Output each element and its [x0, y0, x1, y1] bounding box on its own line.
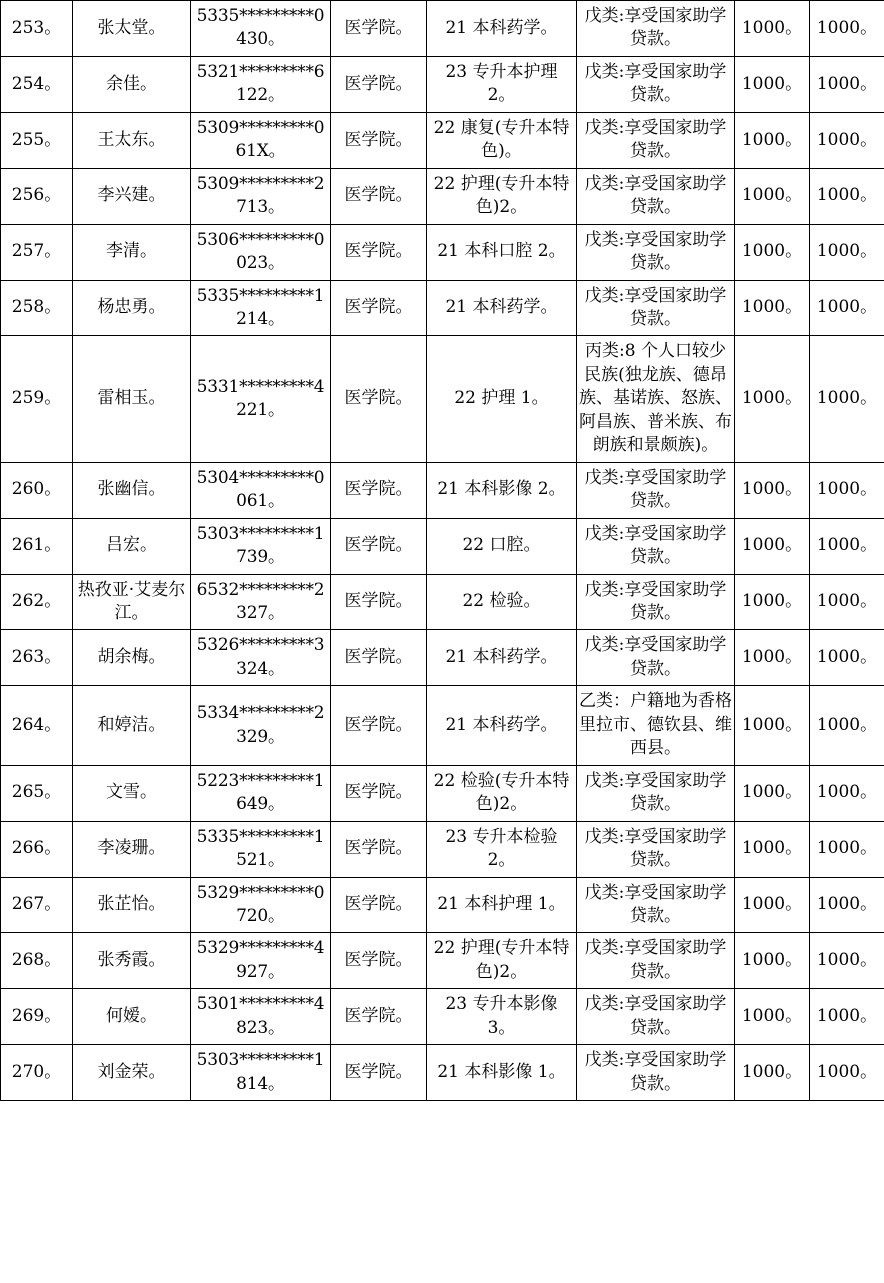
cell-name: 李清。	[73, 224, 191, 280]
cell-index: 261。	[1, 518, 73, 574]
cell-amount-2: 1000。	[810, 168, 884, 224]
table-row	[1, 336, 884, 462]
cell-amount-2: 1000。	[810, 56, 884, 112]
cell-subsidy-type: 戊类:享受国家助学贷款。	[577, 630, 735, 686]
cell-name: 张芷怡。	[73, 877, 191, 933]
cell-amount-2: 1000。	[810, 462, 884, 518]
cell-name: 王太东。	[73, 112, 191, 168]
cell-id-number: 5335*********1214。	[191, 280, 331, 336]
table-body	[1, 1, 884, 1101]
cell-major-class: 21 本科护理 1。	[427, 877, 577, 933]
cell-subsidy-type: 丙类:8 个人口较少民族(独龙族、德昂族、基诺族、怒族、阿昌族、普米族、布朗族和景颇族)。	[577, 336, 735, 462]
cell-major-class: 22 检验(专升本特色)2。	[427, 765, 577, 821]
cell-department: 医学院。	[331, 518, 427, 574]
cell-subsidy-type: 戊类:享受国家助学贷款。	[577, 462, 735, 518]
cell-index: 258。	[1, 280, 73, 336]
cell-amount-1: 1000。	[735, 112, 810, 168]
cell-major-class: 22 口腔。	[427, 518, 577, 574]
table-row	[1, 821, 884, 877]
cell-major-class: 21 本科药学。	[427, 686, 577, 765]
cell-amount-1: 1000。	[735, 56, 810, 112]
table-row	[1, 224, 884, 280]
cell-index: 267。	[1, 877, 73, 933]
cell-department: 医学院。	[331, 686, 427, 765]
cell-amount-1: 1000。	[735, 877, 810, 933]
cell-major-class: 22 护理 1。	[427, 336, 577, 462]
table-row	[1, 989, 884, 1045]
cell-subsidy-type: 乙类：户籍地为香格里拉市、德钦县、维西县。	[577, 686, 735, 765]
cell-amount-1: 1000。	[735, 765, 810, 821]
cell-subsidy-type: 戊类:享受国家助学贷款。	[577, 168, 735, 224]
cell-major-class: 21 本科影像 1。	[427, 1045, 577, 1101]
cell-index: 263。	[1, 630, 73, 686]
cell-major-class: 22 护理(专升本特色)2。	[427, 168, 577, 224]
cell-id-number: 5309*********061X。	[191, 112, 331, 168]
cell-amount-1: 1000。	[735, 821, 810, 877]
cell-subsidy-type: 戊类:享受国家助学贷款。	[577, 280, 735, 336]
cell-id-number: 5331*********4221。	[191, 336, 331, 462]
cell-amount-2: 1000。	[810, 630, 884, 686]
cell-index: 270。	[1, 1045, 73, 1101]
cell-major-class: 21 本科药学。	[427, 630, 577, 686]
cell-name: 何嫒。	[73, 989, 191, 1045]
cell-id-number: 5301*********4823。	[191, 989, 331, 1045]
cell-amount-2: 1000。	[810, 1045, 884, 1101]
cell-department: 医学院。	[331, 462, 427, 518]
cell-department: 医学院。	[331, 168, 427, 224]
cell-name: 胡余梅。	[73, 630, 191, 686]
cell-amount-2: 1000。	[810, 686, 884, 765]
cell-id-number: 5334*********2329。	[191, 686, 331, 765]
cell-amount-1: 1000。	[735, 280, 810, 336]
cell-index: 259。	[1, 336, 73, 462]
cell-id-number: 5303*********1814。	[191, 1045, 331, 1101]
cell-name: 杨忠勇。	[73, 280, 191, 336]
cell-index: 257。	[1, 224, 73, 280]
cell-amount-2: 1000。	[810, 224, 884, 280]
cell-name: 张秀霞。	[73, 933, 191, 989]
cell-department: 医学院。	[331, 224, 427, 280]
cell-amount-2: 1000。	[810, 518, 884, 574]
cell-department: 医学院。	[331, 112, 427, 168]
cell-subsidy-type: 戊类:享受国家助学贷款。	[577, 224, 735, 280]
cell-name: 热孜亚·艾麦尔江。	[73, 574, 191, 630]
cell-id-number: 5326*********3324。	[191, 630, 331, 686]
cell-id-number: 5306*********0023。	[191, 224, 331, 280]
cell-department: 医学院。	[331, 574, 427, 630]
cell-index: 265。	[1, 765, 73, 821]
table-row	[1, 518, 884, 574]
cell-subsidy-type: 戊类:享受国家助学贷款。	[577, 821, 735, 877]
cell-id-number: 5304*********0061。	[191, 462, 331, 518]
cell-name: 和婷洁。	[73, 686, 191, 765]
table-row	[1, 877, 884, 933]
cell-major-class: 22 检验。	[427, 574, 577, 630]
cell-subsidy-type: 戊类:享受国家助学贷款。	[577, 933, 735, 989]
cell-amount-2: 1000。	[810, 1, 884, 57]
table-row	[1, 933, 884, 989]
cell-name: 张太堂。	[73, 1, 191, 57]
cell-amount-2: 1000。	[810, 112, 884, 168]
table-row	[1, 1045, 884, 1101]
cell-id-number: 5329*********4927。	[191, 933, 331, 989]
cell-amount-1: 1000。	[735, 462, 810, 518]
cell-amount-1: 1000。	[735, 224, 810, 280]
cell-name: 雷相玉。	[73, 336, 191, 462]
cell-name: 张幽信。	[73, 462, 191, 518]
table-row	[1, 574, 884, 630]
cell-index: 269。	[1, 989, 73, 1045]
table-row	[1, 112, 884, 168]
cell-amount-2: 1000。	[810, 933, 884, 989]
cell-subsidy-type: 戊类:享受国家助学贷款。	[577, 574, 735, 630]
cell-subsidy-type: 戊类:享受国家助学贷款。	[577, 56, 735, 112]
cell-name: 吕宏。	[73, 518, 191, 574]
cell-index: 260。	[1, 462, 73, 518]
cell-id-number: 5303*********1739。	[191, 518, 331, 574]
table-row	[1, 462, 884, 518]
cell-major-class: 21 本科影像 2。	[427, 462, 577, 518]
cell-subsidy-type: 戊类:享受国家助学贷款。	[577, 518, 735, 574]
cell-department: 医学院。	[331, 1, 427, 57]
cell-subsidy-type: 戊类:享受国家助学贷款。	[577, 1, 735, 57]
cell-department: 医学院。	[331, 280, 427, 336]
cell-amount-1: 1000。	[735, 574, 810, 630]
cell-index: 264。	[1, 686, 73, 765]
cell-subsidy-type: 戊类:享受国家助学贷款。	[577, 112, 735, 168]
table-row	[1, 765, 884, 821]
cell-id-number: 5329*********0720。	[191, 877, 331, 933]
cell-name: 余佳。	[73, 56, 191, 112]
cell-department: 医学院。	[331, 989, 427, 1045]
cell-index: 254。	[1, 56, 73, 112]
cell-department: 医学院。	[331, 877, 427, 933]
cell-amount-2: 1000。	[810, 765, 884, 821]
cell-department: 医学院。	[331, 933, 427, 989]
table-row	[1, 630, 884, 686]
cell-id-number: 6532*********2327。	[191, 574, 331, 630]
cell-amount-1: 1000。	[735, 989, 810, 1045]
table-row	[1, 168, 884, 224]
cell-amount-1: 1000。	[735, 933, 810, 989]
cell-amount-2: 1000。	[810, 989, 884, 1045]
cell-major-class: 22 康复(专升本特色)。	[427, 112, 577, 168]
cell-index: 268。	[1, 933, 73, 989]
cell-amount-1: 1000。	[735, 1045, 810, 1101]
cell-name: 李凌珊。	[73, 821, 191, 877]
cell-amount-2: 1000。	[810, 574, 884, 630]
cell-name: 文雪。	[73, 765, 191, 821]
cell-name: 刘金荣。	[73, 1045, 191, 1101]
cell-index: 255。	[1, 112, 73, 168]
cell-major-class: 23 专升本检验 2。	[427, 821, 577, 877]
cell-department: 医学院。	[331, 336, 427, 462]
cell-major-class: 21 本科口腔 2。	[427, 224, 577, 280]
cell-id-number: 5223*********1649。	[191, 765, 331, 821]
cell-major-class: 21 本科药学。	[427, 280, 577, 336]
cell-name: 李兴建。	[73, 168, 191, 224]
cell-major-class: 22 护理(专升本特色)2。	[427, 933, 577, 989]
cell-id-number: 5309*********2713。	[191, 168, 331, 224]
cell-amount-1: 1000。	[735, 168, 810, 224]
cell-subsidy-type: 戊类:享受国家助学贷款。	[577, 989, 735, 1045]
table-row	[1, 686, 884, 765]
cell-amount-1: 1000。	[735, 686, 810, 765]
cell-department: 医学院。	[331, 1045, 427, 1101]
cell-department: 医学院。	[331, 630, 427, 686]
cell-amount-1: 1000。	[735, 518, 810, 574]
cell-amount-1: 1000。	[735, 336, 810, 462]
cell-id-number: 5335*********0430。	[191, 1, 331, 57]
cell-major-class: 21 本科药学。	[427, 1, 577, 57]
cell-index: 262。	[1, 574, 73, 630]
cell-id-number: 5321*********6122。	[191, 56, 331, 112]
cell-department: 医学院。	[331, 765, 427, 821]
cell-major-class: 23 专升本护理 2。	[427, 56, 577, 112]
cell-id-number: 5335*********1521。	[191, 821, 331, 877]
cell-index: 256。	[1, 168, 73, 224]
cell-subsidy-type: 戊类:享受国家助学贷款。	[577, 765, 735, 821]
cell-amount-2: 1000。	[810, 821, 884, 877]
cell-subsidy-type: 戊类:享受国家助学贷款。	[577, 877, 735, 933]
cell-amount-1: 1000。	[735, 630, 810, 686]
table-row	[1, 280, 884, 336]
cell-amount-1: 1000。	[735, 1, 810, 57]
cell-index: 266。	[1, 821, 73, 877]
cell-department: 医学院。	[331, 56, 427, 112]
cell-major-class: 23 专升本影像 3。	[427, 989, 577, 1045]
cell-amount-2: 1000。	[810, 280, 884, 336]
cell-department: 医学院。	[331, 821, 427, 877]
cell-subsidy-type: 戊类:享受国家助学贷款。	[577, 1045, 735, 1101]
table-row	[1, 1, 884, 57]
cell-index: 253。	[1, 1, 73, 57]
cell-amount-2: 1000。	[810, 877, 884, 933]
cell-amount-2: 1000。	[810, 336, 884, 462]
table-row	[1, 56, 884, 112]
